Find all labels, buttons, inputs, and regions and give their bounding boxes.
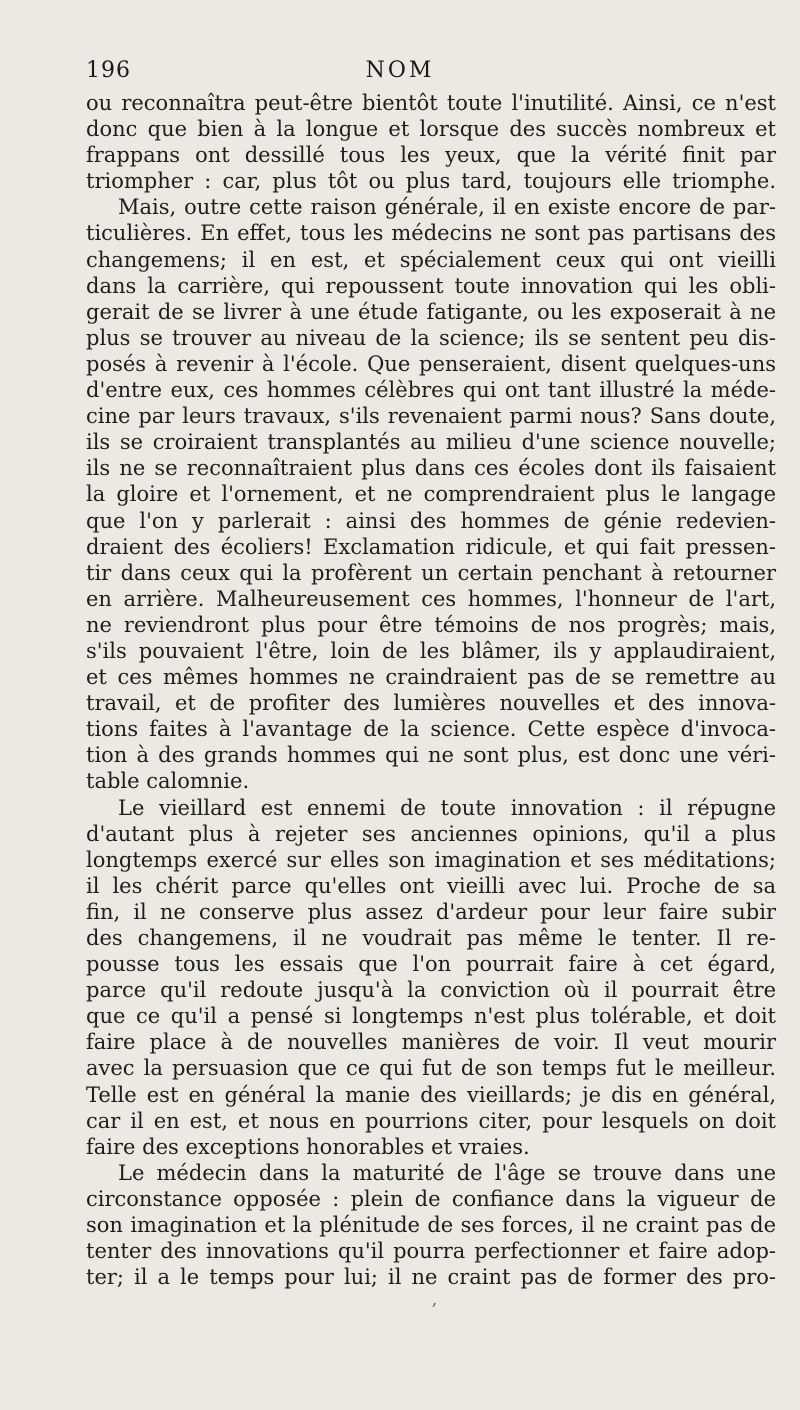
text-line: ils ne se reconnaîtraient plus dans ces écoles dont ils faisaient <box>86 456 776 481</box>
text-line: ou reconnaîtra peut-être bientôt toute l'inutilité. Ainsi, ce n'est <box>86 91 776 115</box>
text-line: dans la carrière, qui repoussent toute innovation qui les obli- <box>86 273 776 298</box>
text-line: parce qu'il redoute jusqu'à la conviction où il pourrait être <box>86 978 776 1003</box>
text-line: plus se trouver au niveau de la science; ils se sentent peu dis- <box>86 325 776 350</box>
text-line: Le vieillard est ennemi de toute innovation : il répugne <box>118 795 776 820</box>
text-line: pousse tous les essais que l'on pourrait faire à cet égard, <box>86 952 776 977</box>
text-line: il les chérit parce qu'elles ont vieilli avec lui. Proche de sa <box>86 873 776 898</box>
text-line: cine par leurs travaux, s'ils revenaient parmi nous? Sans doute, <box>86 404 776 429</box>
text-line: posés à revenir à l'école. Que penseraient, disent quelques-uns <box>86 351 776 376</box>
text-line: donc que bien à la longue et lorsque des succès nombreux et <box>86 117 776 142</box>
text-line: son imagination et la plénitude de ses forces, il ne craint pas de <box>86 1213 776 1238</box>
text-line: d'entre eux, ces hommes célèbres qui ont tant illustré la méde- <box>86 378 776 403</box>
text-line: s'ils pouvaient l'être, loin de les blâmer, ils y applaudiraient, <box>86 638 776 663</box>
text-line: longtemps exercé sur elles son imagination et ses méditations; <box>86 847 776 872</box>
text-line: fin, il ne conserve plus assez d'ardeur pour leur faire subir <box>86 899 776 924</box>
text-line: que l'on y parlerait : ainsi des hommes de génie redevien- <box>86 508 776 533</box>
running-title: NOM <box>365 58 435 83</box>
ink-speck: , <box>432 1290 438 1309</box>
text-line: Le médecin dans la maturité de l'âge se trouve dans une <box>118 1160 776 1185</box>
text-line: des changemens, il ne voudrait pas même le tenter. Il re- <box>86 926 776 950</box>
text-line: circonstance opposée : plein de confiance dans la vigueur de <box>86 1186 776 1211</box>
text-line: frappans ont dessillé tous les yeux, que la vérité finit par <box>86 143 776 168</box>
text-line: Telle est en général la manie des vieillards; je dis en général, <box>86 1082 776 1107</box>
text-line: que ce qu'il a pensé si longtemps n'est plus tolérable, et doit <box>86 1004 776 1029</box>
text-line: Mais, outre cette raison générale, il en existe encore de par- <box>118 195 776 220</box>
page-number: 196 <box>86 58 131 83</box>
text-line: tion à des grands hommes qui ne sont plus, est donc une véri- <box>86 743 776 768</box>
text-line: d'autant plus à rejeter ses anciennes opinions, qu'il a plus <box>86 821 776 846</box>
text-line: ne reviendront plus pour être témoins de nos progrès; mais, <box>86 612 776 637</box>
text-line: ter; il a le temps pour lui; il ne craint pas de former des pro- <box>86 1265 776 1290</box>
text-line: avec la persuasion que ce qui fut de son temps fut le meilleur. <box>86 1056 776 1081</box>
text-line: faire place à de nouvelles manières de voir. Il veut mourir <box>86 1030 776 1055</box>
text-line: et ces mêmes hommes ne craindraient pas de se remettre au <box>86 665 776 690</box>
text-line: table calomnie. <box>86 769 250 794</box>
text-line: la gloire et l'ornement, et ne comprendraient plus le langage <box>86 482 776 507</box>
text-line: faire des exceptions honorables et vraies. <box>86 1134 530 1159</box>
text-line: car il en est, et nous en pourrions citer, pour lesquels on doit <box>86 1108 776 1133</box>
text-line: tir dans ceux qui la profèrent un certain penchant à retourner <box>86 560 776 585</box>
text-line: ils se croiraient transplantés au milieu d'une science nouvelle; <box>86 430 776 455</box>
text-line: en arrière. Malheureusement ces hommes, l'honneur de l'art, <box>86 586 776 611</box>
text-line: travail, et de profiter des lumières nouvelles et des innova- <box>86 691 776 716</box>
text-line: triompher : car, plus tôt ou plus tard, toujours elle triomphe. <box>86 169 776 194</box>
text-line: tions faites à l'avantage de la science. Cette espèce d'invoca- <box>86 717 776 742</box>
text-line: ticulières. En effet, tous les médecins ne sont pas partisans des <box>86 221 776 246</box>
body-text <box>86 90 776 1290</box>
text-line: gerait de se livrer à une étude fatigante, ou les exposerait à ne <box>86 299 776 324</box>
text-line: changemens; il en est, et spécialement ceux qui ont vieilli <box>86 247 776 272</box>
text-line: draient des écoliers! Exclamation ridicule, et qui fait pressen- <box>86 534 776 559</box>
text-line: tenter des innovations qu'il pourra perfectionner et faire adop- <box>86 1239 776 1264</box>
